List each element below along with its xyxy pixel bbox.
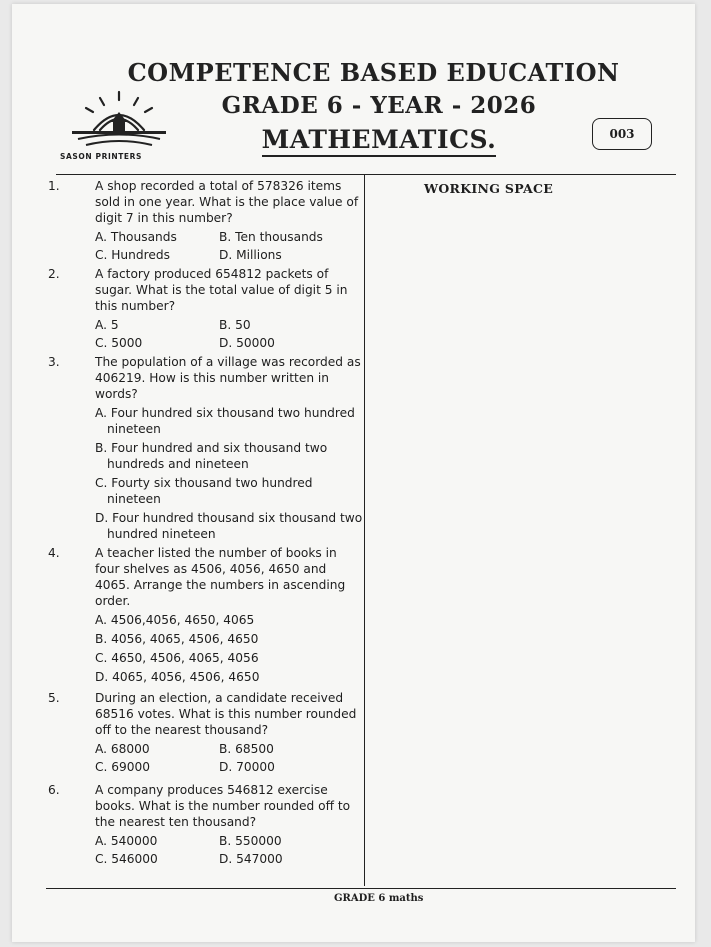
question-text: The population of a village was recorded as 406219. How is this number written in words? <box>95 355 361 401</box>
printer-name: SASON PRINTERS <box>60 152 143 161</box>
option-d[interactable]: D. 70000 <box>219 760 275 774</box>
question-4 <box>48 545 363 688</box>
header-divider <box>56 174 676 175</box>
option-c[interactable]: C. Fourty six thousand two hundred nineteen <box>95 476 313 506</box>
option-d[interactable]: D. Millions <box>219 248 282 262</box>
question-options <box>95 405 363 542</box>
option-b[interactable]: B. Ten thousands <box>219 230 323 244</box>
question-6 <box>48 782 363 867</box>
exam-page <box>12 4 695 942</box>
question-5 <box>48 690 363 775</box>
page-footer: GRADE 6 maths <box>334 893 424 904</box>
grade-year-heading: GRADE 6 - YEAR - 2026 <box>221 92 537 119</box>
option-d[interactable]: D. Four hundred thousand six thousand two hundred nineteen <box>95 511 363 541</box>
question-options <box>95 612 363 685</box>
question-text: A factory produced 654812 packets of sugar. What is the total value of digit 5 in this number? <box>95 267 348 313</box>
option-a[interactable]: A. 68000 <box>95 742 150 756</box>
option-a[interactable]: A. 540000 <box>95 834 158 848</box>
exam-heading: COMPETENCE BASED EDUCATION <box>127 58 620 87</box>
question-number: 1. <box>48 179 60 193</box>
option-b[interactable]: B. 50 <box>219 318 251 332</box>
option-c[interactable]: C. 5000 <box>95 336 143 350</box>
paper-code-badge: 003 <box>592 118 652 150</box>
question-options <box>95 229 363 263</box>
option-b[interactable]: B. 4056, 4065, 4506, 4650 <box>95 632 259 646</box>
working-space-label: WORKING SPACE <box>424 181 554 196</box>
question-options <box>95 741 363 775</box>
option-d[interactable]: D. 4065, 4056, 4506, 4650 <box>95 670 260 684</box>
option-c[interactable]: C. Hundreds <box>95 248 170 262</box>
option-d[interactable]: D. 547000 <box>219 852 283 866</box>
question-text: A teacher listed the number of books in four shelves as 4506, 4056, 4650 and 4065. Arrange the numbers in ascending order. <box>95 546 346 608</box>
question-text: A shop recorded a total of 578326 items sold in one year. What is the place value of digit 7 in this number? <box>95 179 359 225</box>
option-a[interactable]: A. Thousands <box>95 230 177 244</box>
option-a[interactable]: A. Four hundred six thousand two hundred nineteen <box>95 406 355 436</box>
question-number: 3. <box>48 355 60 369</box>
option-b[interactable]: B. 550000 <box>219 834 282 848</box>
question-number: 2. <box>48 267 60 281</box>
question-options <box>95 317 363 351</box>
option-c[interactable]: C. 546000 <box>95 852 158 866</box>
question-1 <box>48 178 363 263</box>
question-2 <box>48 266 363 351</box>
option-d[interactable]: D. 50000 <box>219 336 275 350</box>
question-text: A company produces 546812 exercise books. What is the number rounded off to the nearest ten thousand? <box>95 783 351 829</box>
footer-divider <box>46 888 676 889</box>
subject-heading-text: MATHEMATICS. <box>262 125 497 157</box>
option-c[interactable]: C. 4650, 4506, 4065, 4056 <box>95 651 259 665</box>
option-a[interactable]: A. 4506,4056, 4650, 4065 <box>95 613 255 627</box>
question-number: 5. <box>48 691 60 705</box>
option-b[interactable]: B. 68500 <box>219 742 274 756</box>
question-options <box>95 833 363 867</box>
option-a[interactable]: A. 5 <box>95 318 119 332</box>
question-text: During an election, a candidate received 68516 votes. What is this number rounded off to the nearest thousand? <box>95 691 357 737</box>
option-b[interactable]: B. Four hundred and six thousand two hundreds and nineteen <box>95 441 328 471</box>
column-divider <box>364 175 365 886</box>
option-c[interactable]: C. 69000 <box>95 760 151 774</box>
question-number: 6. <box>48 783 60 797</box>
question-number: 4. <box>48 546 60 560</box>
question-3 <box>48 354 363 545</box>
